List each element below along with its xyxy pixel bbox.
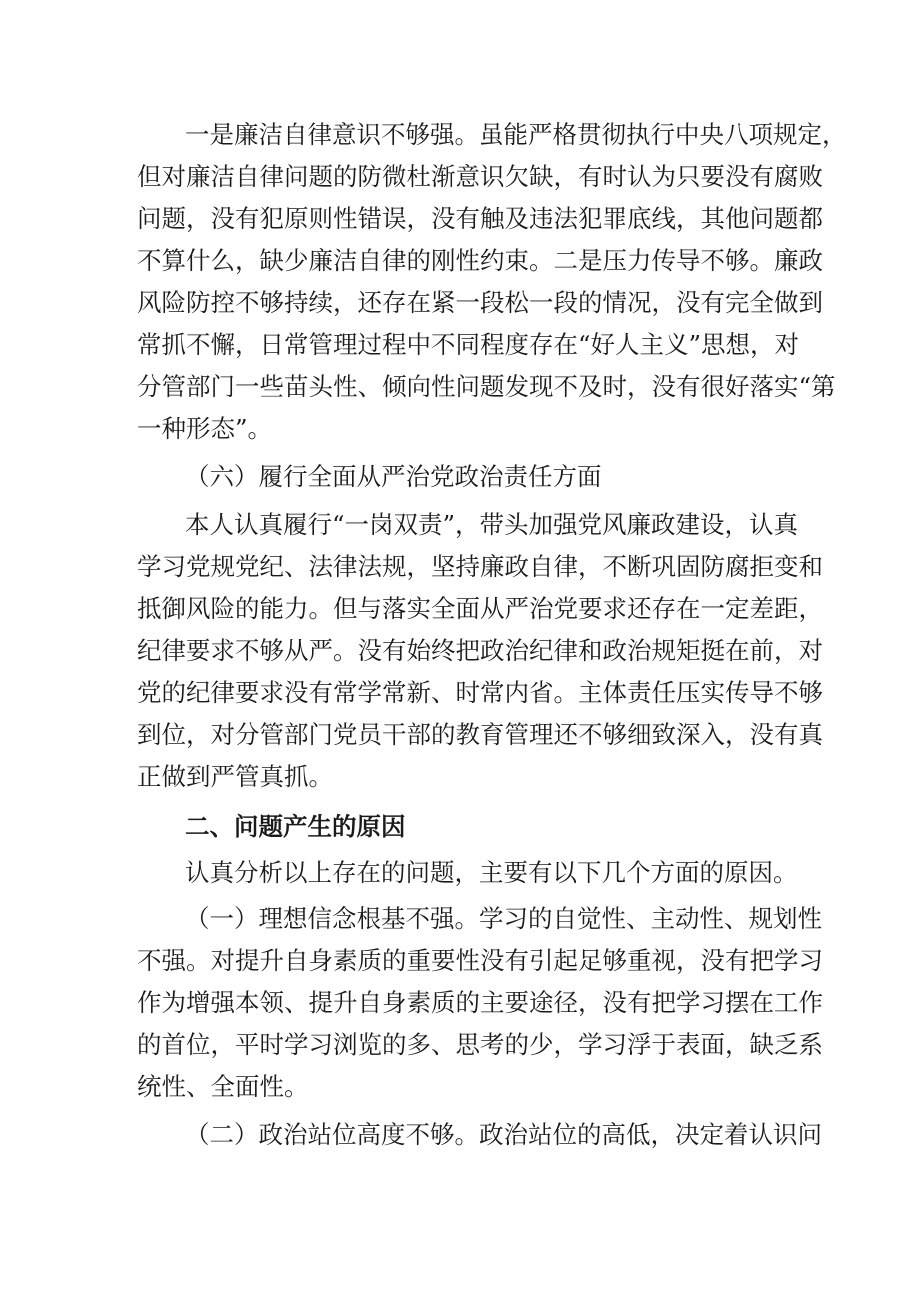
text-line: 正做到严管真抓。 bbox=[137, 762, 333, 791]
text-line: 常抓不懈，日常管理过程中不同程度存在“好人主义”思想，对 bbox=[137, 330, 800, 359]
text-line: 抵御风险的能力。但与落实全面从严治党要求还存在一定差距， bbox=[137, 594, 823, 623]
text-line: （六）履行全面从严治党政治责任方面 bbox=[185, 462, 602, 491]
text-line: 党的纪律要求没有常学常新、时常内省。主体责任压实传导不够 bbox=[137, 678, 823, 707]
text-line: 但对廉洁自律问题的防微杜渐意识欠缺，有时认为只要没有腐败 bbox=[137, 162, 823, 191]
text-line: 不强。对提升自身素质的重要性没有引起足够重视，没有把学习 bbox=[137, 946, 823, 975]
text-line: 问题，没有犯原则性错误，没有触及违法犯罪底线，其他问题都 bbox=[137, 204, 823, 233]
text-line: 一是廉洁自律意识不够强。虽能严格贯彻执行中央八项规定， bbox=[185, 120, 847, 149]
text-line: 作为增强本领、提升自身素质的主要途径，没有把学习摆在工作 bbox=[137, 988, 823, 1017]
text-line: 统性、全面性。 bbox=[137, 1072, 309, 1101]
text-line: 学习党规党纪、法律法规，坚持廉政自律，不断巩固防腐拒变和 bbox=[137, 552, 823, 581]
text-line: 纪律要求不够从严。没有始终把政治纪律和政治规矩挺在前，对 bbox=[137, 636, 823, 665]
text-line: 认真分析以上存在的问题，主要有以下几个方面的原因。 bbox=[185, 858, 798, 887]
text-line: 风险防控不够持续，还存在紧一段松一段的情况，没有完全做到 bbox=[137, 288, 823, 317]
text-line: （二）政治站位高度不够。政治站位的高低，决定着认识问 bbox=[185, 1120, 822, 1149]
text-line: 的首位，平时学习浏览的多、思考的少，学习浮于表面，缺乏系 bbox=[137, 1030, 823, 1059]
text-line: （一）理想信念根基不强。学习的自觉性、主动性、规划性 bbox=[185, 904, 822, 933]
text-line: 本人认真履行“一岗双责”，带头加强党风廉政建设，认真 bbox=[185, 510, 799, 539]
text-line: 一种形态”。 bbox=[137, 414, 273, 443]
text-line: 不算什么，缺少廉洁自律的刚性约束。二是压力传导不够。廉政 bbox=[137, 246, 823, 275]
text-line: 到位，对分管部门党员干部的教育管理还不够细致深入，没有真 bbox=[137, 720, 823, 749]
text-line: 分管部门一些苗头性、倾向性问题发现不及时，没有很好落实“第 bbox=[137, 372, 836, 401]
section-heading: 二、问题产生的原因 bbox=[185, 812, 406, 841]
